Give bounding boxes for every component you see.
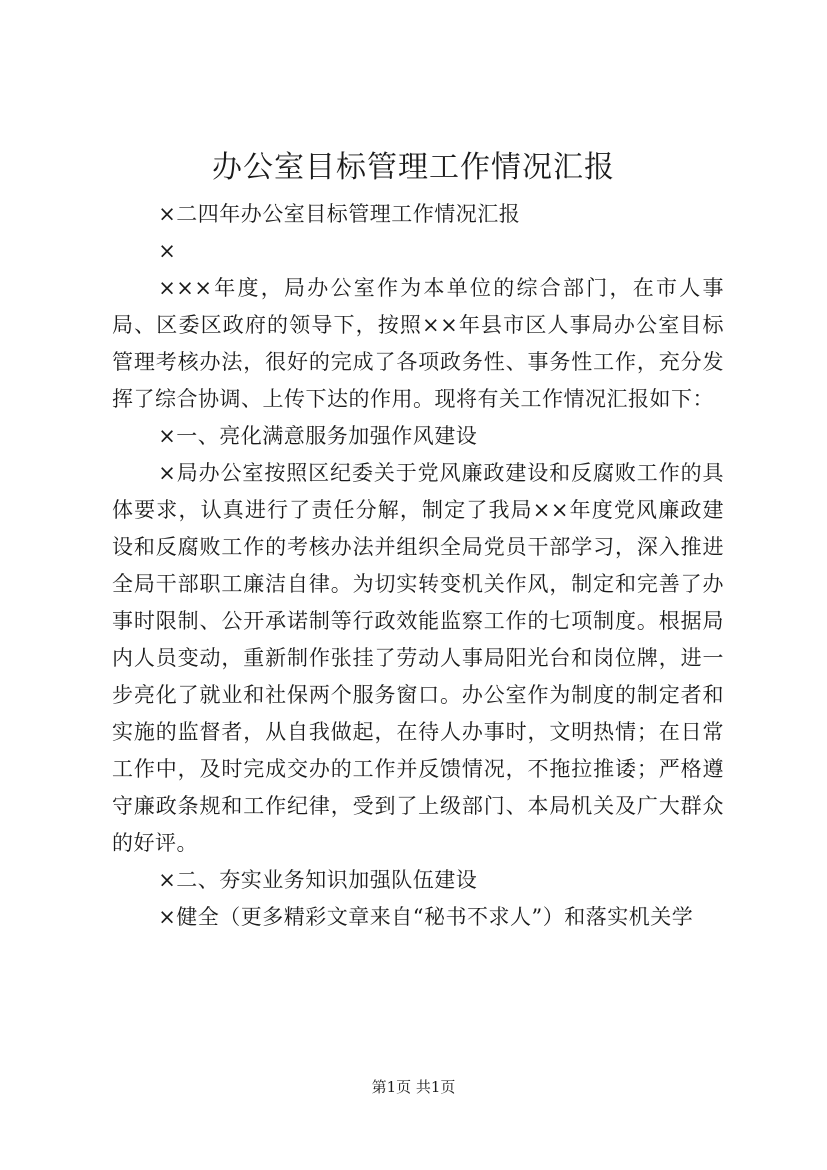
paragraph-marker: × <box>158 239 177 263</box>
paragraph-subtitle: ×二四年办公室目标管理工作情况汇报 <box>158 202 521 226</box>
paragraph-section-2: ×健全（更多精彩文章来自“秘书不求人”）和落实机关学 <box>158 905 694 929</box>
section-heading-2: ×二、夯实业务知识加强队伍建设 <box>158 868 478 892</box>
section-heading-1: ×一、亮化满意服务加强作风建设 <box>158 424 478 448</box>
page-footer: 第1页 共1页 <box>371 1078 456 1096</box>
paragraph-intro: ×××年度，局办公室作为本单位的综合部门，在市人事局、区委区政府的领导下，按照××年县市区人事局办公室目标管理考核办法，很好的完成了各项政务性、事务性工作，充分发挥了综合协调、上传下达的作用。现将有关工作情况汇报如下： <box>112 276 724 411</box>
document-body <box>112 196 724 936</box>
paragraph-section-1: ×局办公室按照区纪委关于党风廉政建设和反腐败工作的具体要求，认真进行了责任分解，制定了我局××年度党风廉政建设和反腐败工作的考核办法并组织全局党员干部学习，深入推进全局干部职工廉洁自律。为切实转变机关作风，制定和完善了办事时限制、公开承诺制等行政效能监察工作的七项制度。根据局内人员变动，重新制作张挂了劳动人事局阳光台和岗位牌，进一步亮化了就业和社保两个服务窗口。办公室作为制度的制定者和实施的监督者，从自我做起，在待人办事时，文明热情；在日常工作中，及时完成交办的工作并反馈情况，不拖拉推诿；严格遵守廉政条规和工作纪律，受到了上级部门、本局机关及广大群众的好评。 <box>112 461 724 855</box>
document-title: 办公室目标管理工作情况汇报 <box>212 150 615 185</box>
